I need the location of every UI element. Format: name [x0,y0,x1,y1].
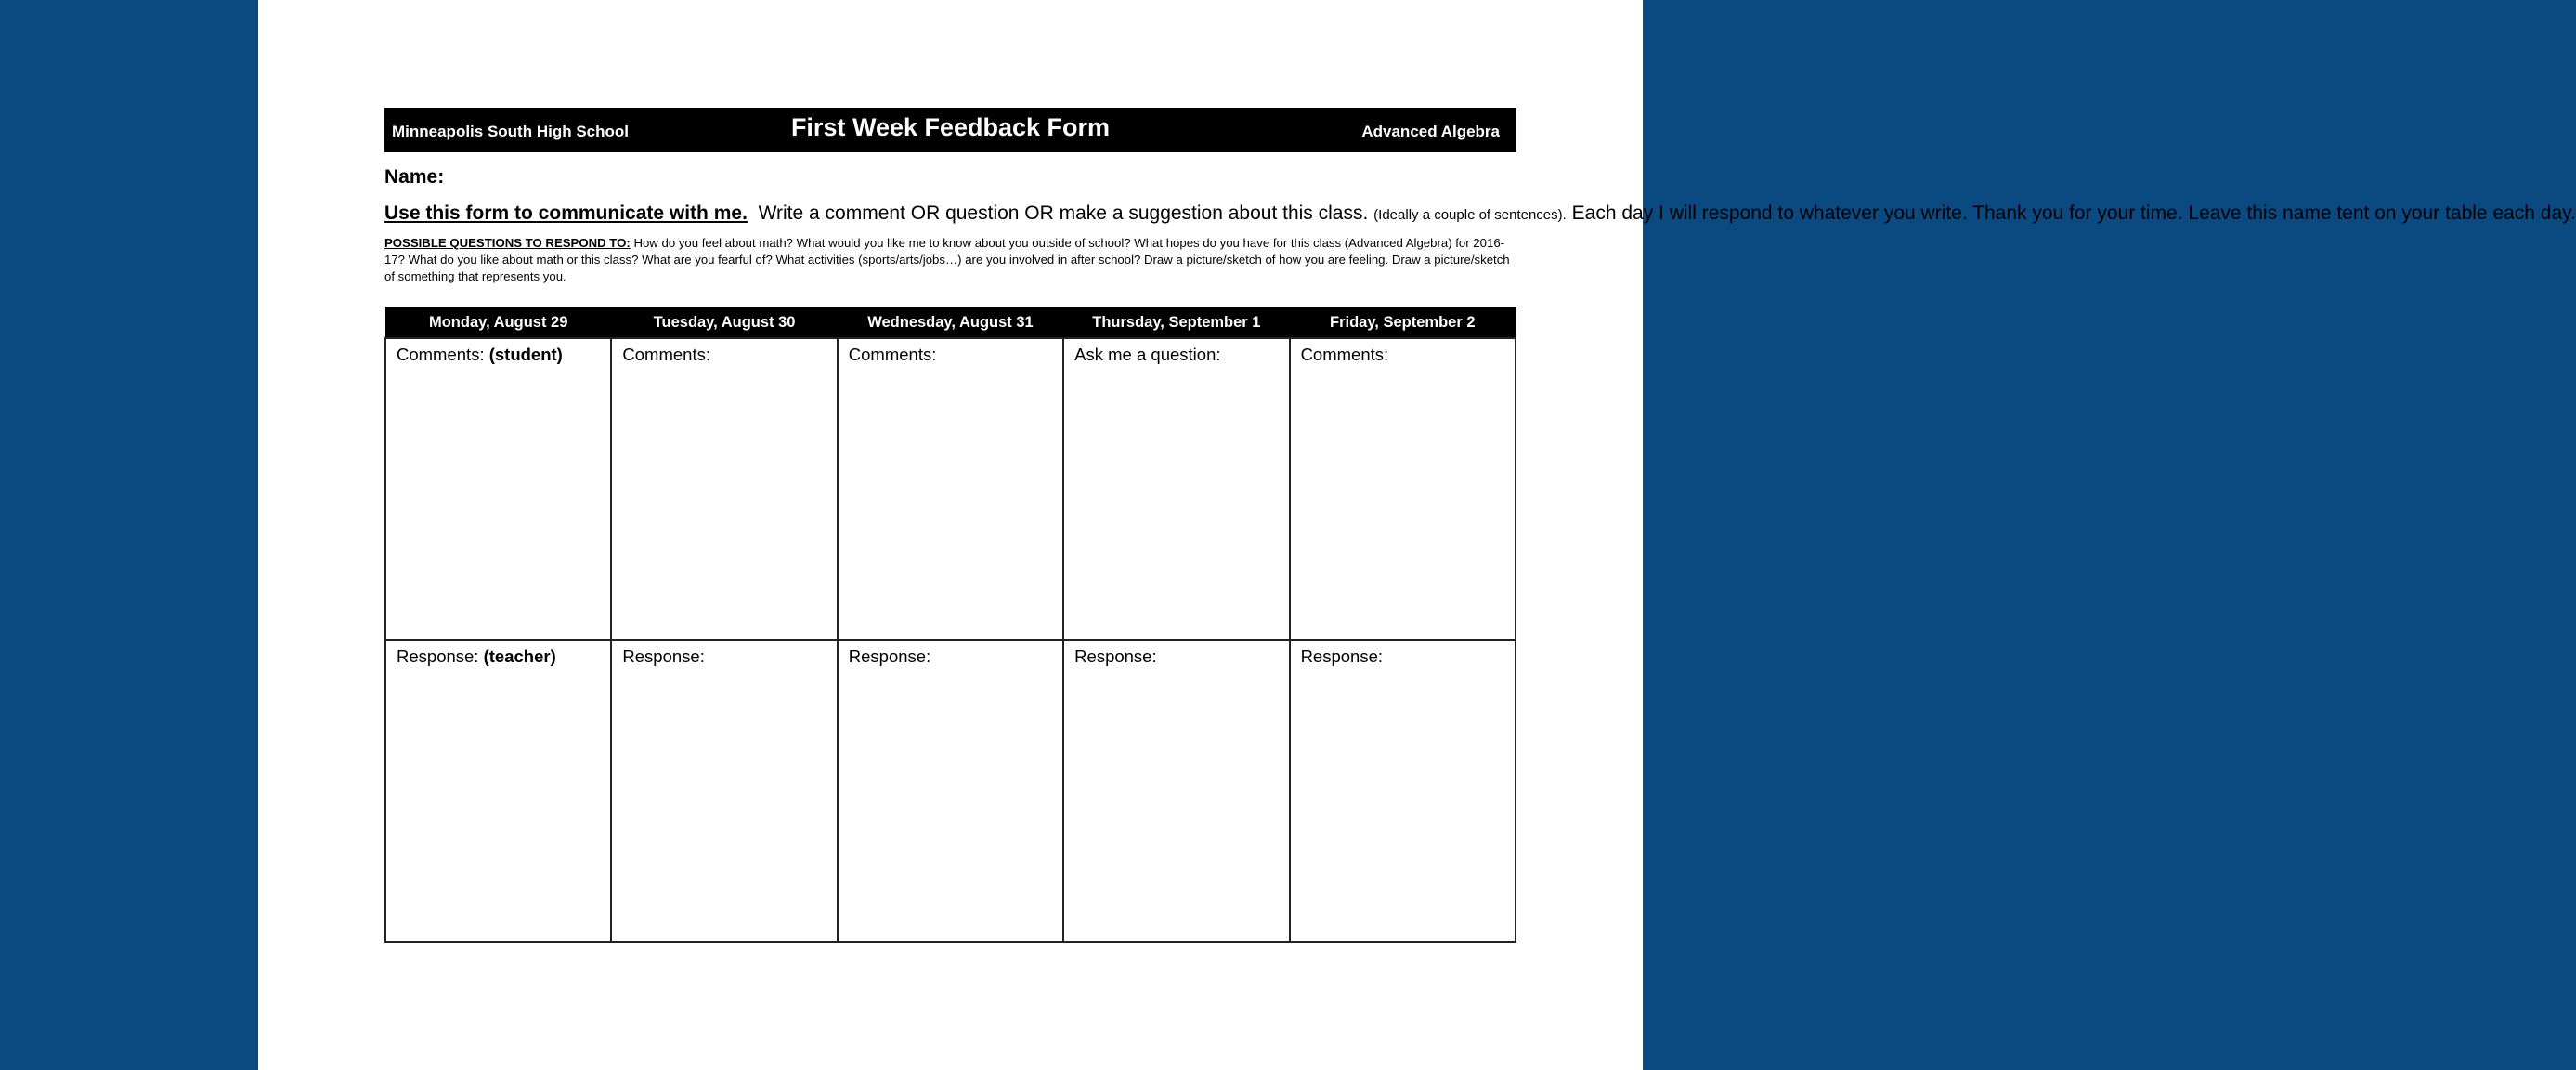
cell-label: Response: [1074,646,1157,666]
course-name: Advanced Algebra [1361,123,1500,140]
response-cell-friday[interactable] [1290,640,1516,942]
day-header: Monday, August 29 [385,307,611,339]
response-cell-tuesday[interactable] [611,640,837,942]
name-label: Name: [384,166,445,188]
cell-label: Response: [622,646,705,666]
cell-label: Comments: [848,345,937,364]
school-name: Minneapolis South High School [392,123,629,140]
day-header: Wednesday, August 31 [838,307,1063,339]
question-cell-thursday[interactable] [1063,338,1289,640]
comment-cell-tuesday[interactable] [611,338,837,640]
instructions-text2: Each day I will respond to whatever you write. Thank you for your time. Leave this name tent on your table each day. [1571,202,2576,224]
cell-label: Comments: [1300,345,1389,364]
cell-label: Response: [848,646,931,666]
instructions-small: (Ideally a couple of sentences). [1373,207,1567,223]
comment-cell-wednesday[interactable] [838,338,1063,640]
feedback-form [384,108,2576,943]
cell-label: Ask me a question: [1074,345,1221,364]
possible-questions-text: How do you feel about math? What would you like me to know about you outside of school? What hopes do you have for this class (Advanced Algebra) for 2016-17? What do you like about math or this class? What are you fearful of? What activities (sports/arts/jobs…) are you involved in after school? Draw a picture/sketch of how you are feeling. Draw a picture/sketch of something that represents you. [384,236,1510,283]
possible-questions [384,235,1516,285]
form-title: First Week Feedback Form [790,113,1111,141]
document-page [258,0,2576,1070]
cell-label: Comments: [622,345,710,364]
response-cell-wednesday[interactable] [838,640,1063,942]
cell-label: Response: [1300,646,1384,666]
daily-grid [384,307,1516,943]
response-cell-monday[interactable] [385,640,611,942]
response-cell-thursday[interactable] [1063,640,1289,942]
comment-cell-monday[interactable] [385,338,611,640]
day-header: Thursday, September 1 [1063,307,1289,339]
title-bar [384,108,1516,152]
comment-cell-friday[interactable] [1290,338,1516,640]
day-header: Tuesday, August 30 [611,307,837,339]
possible-questions-lead: POSSIBLE QUESTIONS TO RESPOND TO: [384,236,631,250]
role-label: (teacher) [483,646,556,666]
instructions [384,200,2576,229]
instructions-lead: Use this form to communicate with me. [384,202,748,224]
cell-label: Response: [397,646,479,666]
comments-row [385,338,1516,640]
cell-label: Comments: [397,345,485,364]
day-header-row [385,307,1516,339]
responses-row [385,640,1516,942]
instructions-text1: Write a comment OR question OR make a suggestion about this class. [758,202,1369,224]
day-header: Friday, September 2 [1290,307,1516,339]
role-label: (student) [488,345,563,364]
